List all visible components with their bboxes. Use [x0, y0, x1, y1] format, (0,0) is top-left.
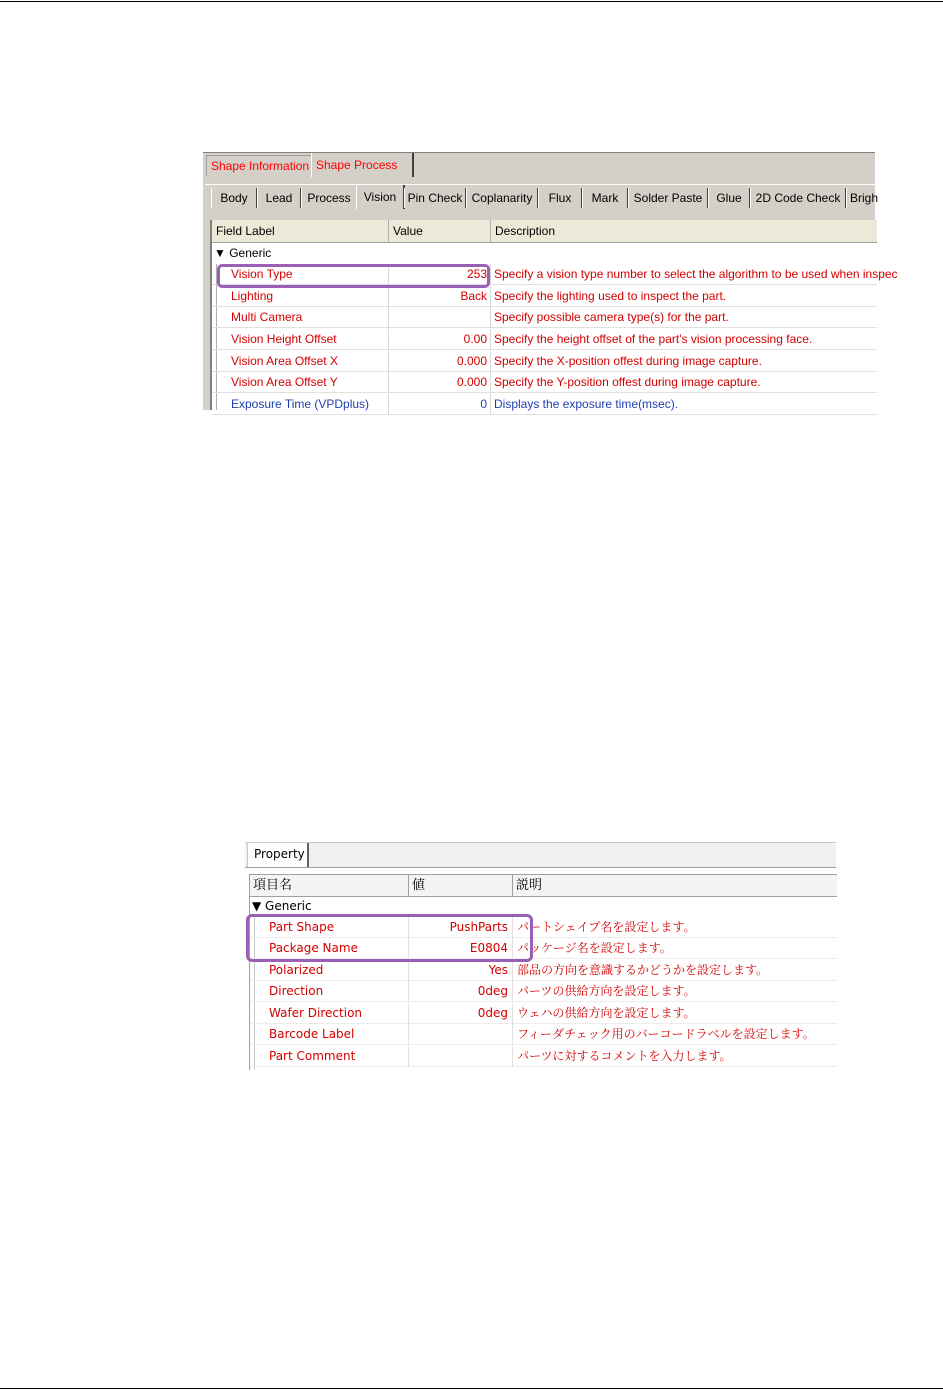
header-field-label[interactable]: Field Label	[212, 220, 389, 242]
tab-vision[interactable]: Vision	[356, 185, 405, 209]
tab-brightness[interactable]: Brigh	[846, 188, 890, 208]
tab-mark[interactable]: Mark	[582, 188, 628, 208]
table-row[interactable]	[250, 1046, 837, 1067]
property-tab-strip	[245, 842, 836, 868]
row-label: Barcode Label	[250, 1024, 409, 1045]
header-description[interactable]: 説明	[516, 878, 543, 893]
grid-header	[212, 220, 877, 243]
row-description: ウェハの供給方向を設定します。	[517, 1006, 696, 1020]
row-description: 部品の方向を意識するかどうかを設定します。	[517, 963, 769, 977]
grid-header	[250, 874, 837, 897]
row-label: Part Comment	[250, 1046, 409, 1067]
row-description: Specify possible camera type(s) for the part.	[494, 310, 729, 324]
row-label: Multi Camera	[212, 307, 389, 328]
table-row[interactable]	[250, 960, 837, 981]
group-generic[interactable]: ▼ Generic	[252, 899, 312, 913]
row-description: Specify the Y-position offest during image capture.	[494, 375, 761, 389]
row-value[interactable]	[389, 307, 491, 328]
tab-lead[interactable]: Lead	[257, 188, 301, 208]
header-item-name[interactable]: 項目名	[250, 875, 409, 896]
tab-coplanarity[interactable]: Coplanarity	[466, 188, 538, 208]
table-row[interactable]	[250, 1024, 837, 1045]
vision-property-grid	[210, 220, 898, 411]
table-row[interactable]	[212, 372, 877, 393]
row-label: Lighting	[212, 286, 389, 307]
row-label: Part Shape	[250, 917, 409, 938]
row-value[interactable]: 0.00	[389, 329, 491, 350]
row-label: Exposure Time (VPDplus)	[212, 394, 389, 415]
table-row[interactable]	[250, 1003, 837, 1024]
table-row[interactable]	[212, 286, 877, 307]
row-label: Vision Area Offset Y	[212, 372, 389, 393]
row-value: 0	[389, 394, 491, 415]
row-value[interactable]: 253	[389, 264, 491, 285]
table-row[interactable]	[250, 981, 837, 1002]
row-description: Specify a vision type number to select the algorithm to be used when inspec	[494, 267, 898, 281]
row-description: パッケージ名を設定します。	[517, 941, 672, 955]
row-value[interactable]: 0.000	[389, 372, 491, 393]
tab-2d-code-check[interactable]: 2D Code Check	[750, 188, 846, 208]
table-row[interactable]	[212, 351, 877, 372]
row-label: Polarized	[250, 960, 409, 981]
row-value[interactable]: Yes	[409, 960, 513, 981]
top-tab-strip	[203, 152, 875, 177]
row-label: Direction	[250, 981, 409, 1002]
vision-type-highlight-box	[217, 264, 490, 288]
header-description[interactable]: Description	[495, 224, 556, 238]
row-description: パーツに対するコメントを入力します。	[517, 1049, 732, 1063]
tab-glue[interactable]: Glue	[708, 188, 750, 208]
page-top-rule	[0, 1, 943, 2]
row-value[interactable]: E0804	[409, 938, 513, 959]
header-value[interactable]: Value	[389, 220, 491, 242]
row-value[interactable]: 0deg	[409, 1003, 513, 1024]
row-label: Package Name	[250, 938, 409, 959]
row-label: Vision Area Offset X	[212, 351, 389, 372]
table-row[interactable]	[212, 394, 877, 415]
table-row[interactable]	[212, 329, 877, 350]
row-description: Specify the X-position offest during image capture.	[494, 354, 762, 368]
row-value[interactable]: 0.000	[389, 351, 491, 372]
row-value[interactable]	[409, 1024, 513, 1045]
row-description: Specify the height offset of the part's vision processing face.	[494, 332, 813, 346]
row-label: Wafer Direction	[250, 1003, 409, 1024]
row-description: フィーダチェック用のバーコードラベルを設定します。	[517, 1027, 815, 1041]
inner-tab-strip	[205, 184, 879, 209]
tab-flux[interactable]: Flux	[538, 188, 582, 208]
tab-solder-paste[interactable]: Solder Paste	[628, 188, 708, 208]
tab-shape-information[interactable]: Shape Information	[206, 155, 316, 176]
row-description: Specify the lighting used to inspect the part.	[494, 289, 727, 303]
group-generic[interactable]: ▼ Generic	[214, 246, 272, 260]
header-value[interactable]: 値	[409, 875, 513, 896]
row-description: Displays the exposure time(msec).	[494, 397, 679, 411]
row-value[interactable]	[409, 1046, 513, 1067]
page-bottom-rule	[0, 1388, 943, 1389]
part-shape-package-highlight-box	[246, 914, 533, 962]
tab-property[interactable]: Property	[247, 843, 309, 867]
row-label: Vision Height Offset	[212, 329, 389, 350]
tab-shape-process[interactable]: Shape Process	[311, 153, 414, 177]
tab-pin-check[interactable]: Pin Check	[404, 188, 466, 208]
tab-process[interactable]: Process	[301, 188, 357, 208]
table-row[interactable]	[212, 307, 877, 328]
row-value[interactable]: PushParts	[409, 917, 513, 938]
row-description: パートシェイプ名を設定します。	[517, 920, 696, 934]
part-property-grid	[249, 874, 837, 1070]
row-description: パーツの供給方向を設定します。	[517, 984, 696, 998]
row-label: Vision Type	[212, 264, 389, 285]
tab-body[interactable]: Body	[211, 188, 257, 208]
row-value[interactable]: Back	[389, 286, 491, 307]
row-value[interactable]: 0deg	[409, 981, 513, 1002]
